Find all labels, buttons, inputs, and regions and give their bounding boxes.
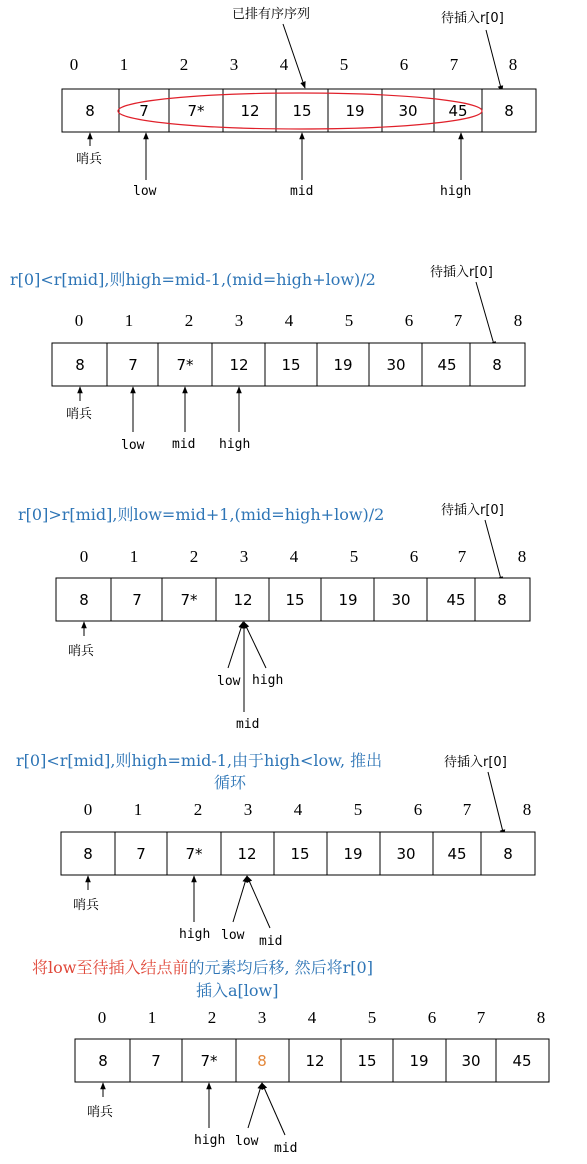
high-arrow (244, 622, 266, 668)
cell-value: 45 (512, 1052, 532, 1070)
cell-value: 15 (292, 102, 312, 120)
array-row-5 (75, 1039, 549, 1082)
index-label: 8 (517, 547, 527, 566)
panel-2 (10, 264, 525, 453)
sentinel-label: 哨兵 (87, 1105, 114, 1120)
cell-value: 19 (345, 102, 365, 120)
inserted-cell-value: 8 (257, 1052, 267, 1070)
cell-value: 12 (305, 1052, 325, 1070)
step-caption-line1: r[0]<r[mid],则high=mid-1,由于high<low, 推出 (16, 751, 383, 770)
cell-value: 45 (437, 356, 457, 374)
cell-value: 8 (504, 102, 514, 120)
index-label: 0 (79, 547, 89, 566)
mid-arrow (262, 1083, 285, 1135)
index-label: 6 (409, 547, 419, 566)
index-label: 8 (536, 1008, 546, 1027)
index-label: 4 (289, 547, 299, 566)
index-label: 6 (404, 311, 414, 330)
index-label: 1 (129, 547, 139, 566)
insert-arrow-4 (488, 772, 504, 836)
cell-value: 7 (128, 356, 138, 374)
cell-value: 8 (83, 845, 93, 863)
cell-value: 12 (229, 356, 249, 374)
low-arrow (248, 1083, 262, 1128)
cell-value: 7 (151, 1052, 161, 1070)
index-label: 2 (179, 55, 189, 74)
cell-value: 19 (338, 591, 358, 609)
sentinel-label: 哨兵 (66, 407, 93, 422)
low-label: low (121, 438, 145, 453)
cell-value: 30 (398, 102, 418, 120)
step-caption-line1 (32, 958, 373, 977)
index-label: 1 (133, 800, 143, 819)
index-label: 5 (349, 547, 359, 566)
index-label: 5 (367, 1008, 377, 1027)
index-label: 2 (193, 800, 203, 819)
cell-value: 8 (98, 1052, 108, 1070)
high-label: high (440, 184, 472, 199)
insert-arrow-1 (486, 30, 502, 92)
low-label: low (133, 184, 157, 199)
high-label: high (252, 673, 284, 688)
index-label: 3 (243, 800, 253, 819)
index-row-2 (75, 311, 523, 330)
index-row-4 (84, 800, 532, 819)
index-label: 1 (124, 311, 134, 330)
cell-value: 7* (180, 591, 198, 609)
high-label: high (179, 927, 211, 942)
cell-value: 19 (409, 1052, 429, 1070)
cell-value: 12 (237, 845, 257, 863)
insert-arrow-3 (485, 520, 502, 583)
mid-arrow (247, 876, 270, 928)
low-label: low (217, 674, 241, 689)
index-label: 7 (449, 55, 459, 74)
array-row-3 (56, 578, 530, 621)
cell-value: 7* (176, 356, 194, 374)
index-label: 5 (344, 311, 354, 330)
index-label: 1 (119, 55, 129, 74)
cell-value: 8 (492, 356, 502, 374)
cell-value: 7* (185, 845, 203, 863)
cell-value: 19 (333, 356, 353, 374)
index-label: 5 (353, 800, 363, 819)
cell-value: 8 (85, 102, 95, 120)
step-caption: r[0]>r[mid],则low=mid+1,(mid=high+low)/2 (18, 505, 385, 524)
mid-label: mid (236, 717, 260, 732)
panel-3 (18, 502, 530, 732)
cell-value: 30 (461, 1052, 481, 1070)
cell-value: 30 (391, 591, 411, 609)
index-row-5 (98, 1008, 546, 1027)
index-label: 0 (74, 311, 84, 330)
mid-label: mid (172, 437, 196, 452)
low-arrow (228, 622, 243, 668)
cell-value: 8 (503, 845, 513, 863)
cell-value: 12 (233, 591, 253, 609)
sentinel-label: 哨兵 (73, 898, 100, 913)
insert-arrow-2 (476, 282, 495, 348)
insert-label-2: 待插入r[0] (430, 265, 493, 280)
sorted-sequence-label: 已排有序序列 (232, 7, 311, 22)
high-label: high (219, 437, 251, 452)
mid-label: mid (259, 934, 283, 949)
index-label: 0 (97, 1008, 107, 1027)
index-label: 8 (513, 311, 523, 330)
cell-value: 7* (187, 102, 205, 120)
low-label: low (221, 928, 245, 943)
index-label: 6 (413, 800, 423, 819)
cell-value: 30 (386, 356, 406, 374)
cell-value: 45 (446, 591, 466, 609)
index-label: 3 (234, 311, 244, 330)
index-label: 8 (508, 55, 518, 74)
mid-label: mid (274, 1141, 298, 1156)
index-label: 7 (453, 311, 463, 330)
cell-value: 15 (357, 1052, 377, 1070)
high-label: high (194, 1133, 226, 1148)
array-row-2 (52, 343, 525, 386)
caption-part-b: low至待插入结点前 (48, 958, 189, 977)
index-row-1 (70, 55, 518, 74)
panel-1 (62, 6, 536, 199)
sentinel-label: 哨兵 (76, 152, 103, 167)
index-label: 6 (399, 55, 409, 74)
index-label: 2 (207, 1008, 217, 1027)
index-label: 3 (257, 1008, 267, 1027)
insert-label-3: 待插入r[0] (441, 503, 504, 518)
caption-part-a: 将 (32, 958, 49, 977)
panel-5 (32, 958, 549, 1156)
index-label: 3 (239, 547, 249, 566)
cell-value: 7 (136, 845, 146, 863)
array-row-4 (61, 832, 535, 875)
index-label: 4 (293, 800, 303, 819)
cell-value: 7* (200, 1052, 218, 1070)
cell-value: 15 (281, 356, 301, 374)
index-label: 4 (279, 55, 289, 74)
low-arrow (233, 876, 247, 922)
caption-part-c: 的元素均后移, 然后将r[0] (188, 958, 373, 977)
index-label: 4 (307, 1008, 317, 1027)
index-label: 7 (476, 1008, 486, 1027)
index-row-3 (80, 547, 527, 566)
cell-value: 8 (497, 591, 507, 609)
index-label: 0 (69, 55, 79, 74)
cell-value: 15 (290, 845, 310, 863)
step-caption-line2: 循环 (214, 773, 247, 792)
cell-value: 45 (447, 845, 467, 863)
cell-value: 30 (396, 845, 416, 863)
panel-4 (16, 751, 535, 949)
cell-value: 15 (285, 591, 305, 609)
mid-label: mid (290, 184, 314, 199)
index-label: 5 (339, 55, 349, 74)
cell-value: 7 (132, 591, 142, 609)
index-label: 3 (229, 55, 239, 74)
index-label: 7 (462, 800, 472, 819)
step-caption: r[0]<r[mid],则high=mid-1,(mid=high+low)/2 (10, 270, 376, 289)
low-label: low (235, 1134, 259, 1149)
cell-value: 45 (448, 102, 468, 120)
index-label: 0 (83, 800, 93, 819)
insert-label-4: 待插入r[0] (444, 755, 507, 770)
index-label: 6 (427, 1008, 437, 1027)
step-caption-line2: 插入a[low] (196, 981, 279, 1000)
cell-value: 8 (79, 591, 89, 609)
cell-value: 19 (343, 845, 363, 863)
index-label: 1 (147, 1008, 157, 1027)
sentinel-label: 哨兵 (68, 644, 95, 659)
index-label: 7 (457, 547, 467, 566)
index-label: 4 (284, 311, 294, 330)
index-label: 8 (522, 800, 532, 819)
cell-value: 12 (240, 102, 260, 120)
cell-value: 8 (75, 356, 85, 374)
index-label: 2 (184, 311, 194, 330)
array-row-1 (62, 89, 536, 132)
cell-value: 7 (139, 102, 149, 120)
insert-label-1: 待插入r[0] (441, 11, 504, 26)
index-label: 2 (189, 547, 199, 566)
